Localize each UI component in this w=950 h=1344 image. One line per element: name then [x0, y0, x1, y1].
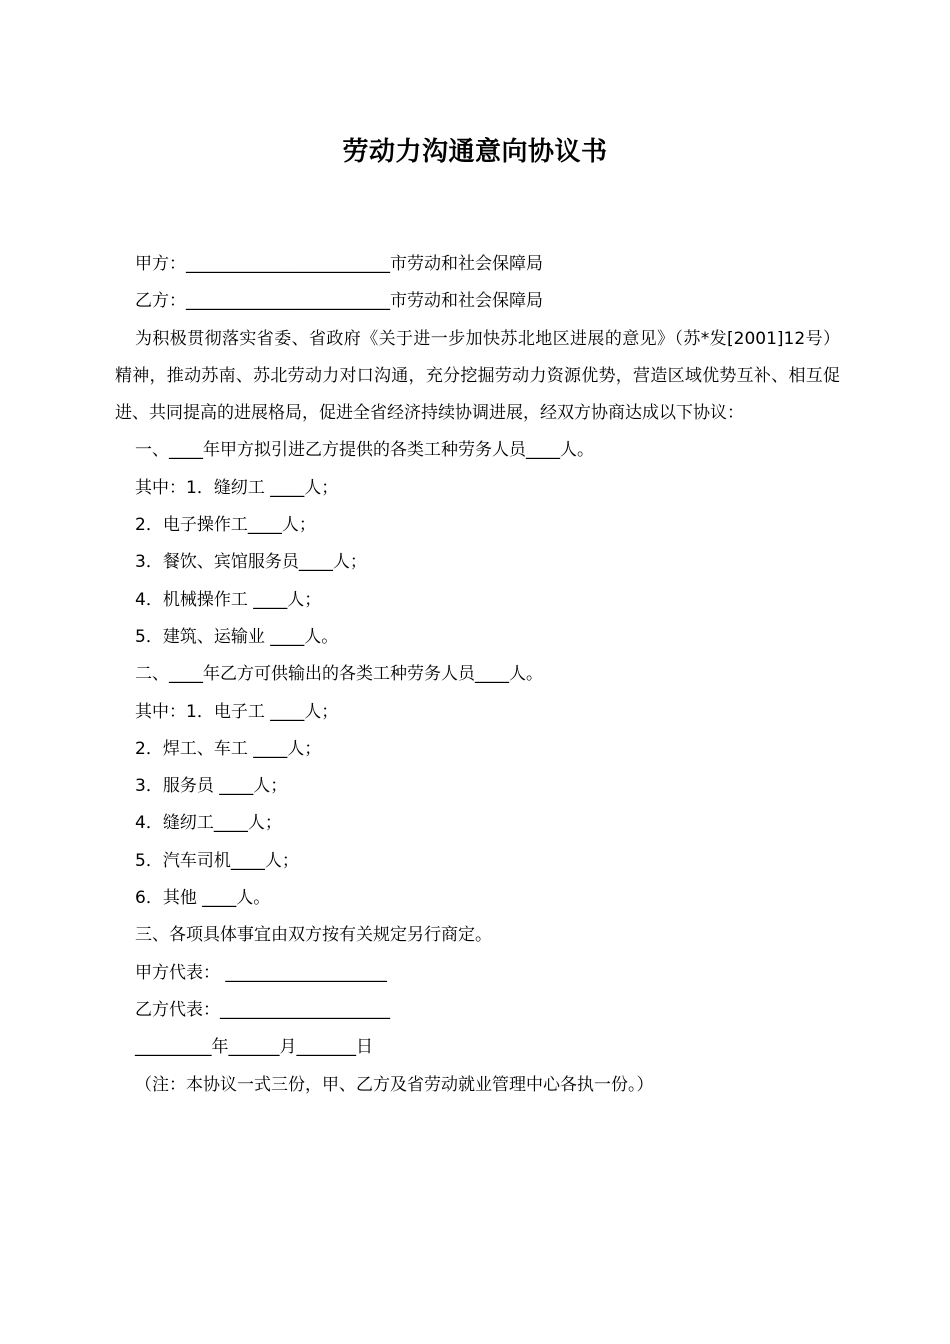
section-1-item: 2．电子操作工____人； [135, 515, 316, 536]
section-2-item: 6．其他 ____人。 [135, 888, 271, 909]
section-1-item: 其中：1．缝纫工 ____人； [135, 477, 339, 498]
party-b-representative-line: 乙方代表：____________________ [135, 999, 390, 1020]
agreement-body [115, 246, 840, 1104]
party-a-representative-line: 甲方代表： ___________________ [135, 962, 387, 983]
section-2-item: 2．焊工、车工 ____人； [135, 738, 322, 759]
section-1-item: 5．建筑、运输业 ____人。 [135, 626, 339, 647]
section-2-item: 4．缝纫工____人； [135, 813, 282, 834]
date-line: _________年______月_______日 [135, 1037, 373, 1058]
section-2-item: 5．汽车司机____人； [135, 850, 299, 871]
preamble-paragraph [115, 321, 840, 433]
section-1-item: 3．餐饮、宾馆服务员____人； [135, 552, 367, 573]
party-a-line: 甲方：________________________市劳动和社会保障局 [135, 254, 543, 274]
section-2-heading: 二、____年乙方可供输出的各类工种劳务人员____人。 [135, 664, 543, 685]
preamble-text: 为积极贯彻落实省委、省政府《关于进一步加快苏北地区进展的意见》（苏*发[2001]12号）精神，推动苏南、苏北劳动力对口沟通，充分挖掘劳动力资源优势，营造区域优势互补、相互促进、共同提高的进展格局，促进全省经济持续协调进展，经双方协商达成以下协议： [115, 328, 840, 424]
section-1-heading: 一、____年甲方拟引进乙方提供的各类工种劳务人员____人。 [135, 440, 594, 461]
section-3-text: 三、各项具体事宜由双方按有关规定另行商定。 [135, 925, 492, 946]
footnote: （注：本协议一式三份，甲、乙方及省劳动就业管理中心各执一份。） [135, 1074, 654, 1095]
section-2-item: 其中：1．电子工 ____人； [135, 701, 339, 722]
section-1-item: 4．机械操作工 ____人； [135, 589, 322, 610]
section-2-item: 3．服务员 ____人； [135, 776, 288, 797]
party-b-line: 乙方：________________________市劳动和社会保障局 [135, 291, 543, 312]
document-title: 劳动力沟通意向协议书 [342, 137, 608, 167]
